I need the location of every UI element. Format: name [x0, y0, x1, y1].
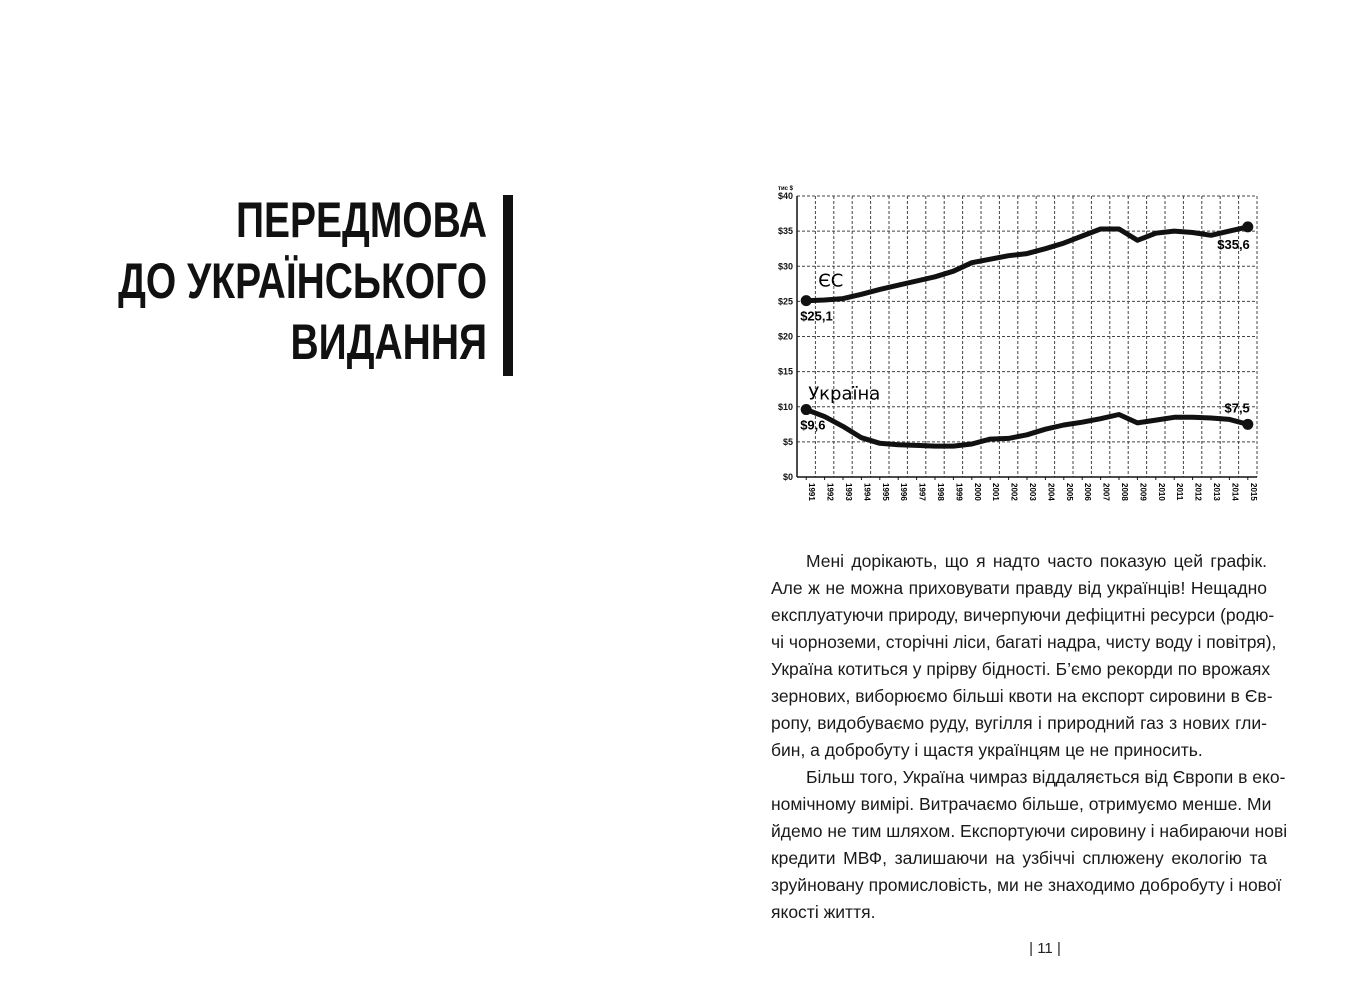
- y-tick-label: $40: [777, 191, 793, 201]
- x-tick-label: 2011: [1175, 483, 1185, 501]
- data-point: [1242, 419, 1253, 430]
- title-line: ПЕРЕДМОВА: [235, 192, 487, 248]
- text-line: йдемо не тим шляхом. Експортуючи сировину і набираючи нові: [771, 821, 1288, 841]
- x-tick-label: 2000: [972, 483, 982, 501]
- text-line: зернових, виборюємо більші квоти на експорт сировини в Єв-: [771, 686, 1273, 706]
- x-tick-label: 2009: [1138, 483, 1148, 501]
- x-tick-label: 1992: [825, 483, 835, 501]
- end-value-label: $35,6: [1217, 236, 1250, 252]
- series-line-eu: [806, 227, 1248, 301]
- section-title: [118, 190, 487, 373]
- x-tick-label: 2003: [1028, 483, 1037, 501]
- gdp-per-capita-chart: [770, 180, 1270, 525]
- x-tick-label: 2001: [991, 483, 1001, 501]
- legend-label-eu: ЄС: [818, 270, 844, 292]
- x-tick-label: 2005: [1064, 483, 1074, 501]
- y-unit-label: тис $: [778, 186, 793, 192]
- start-value-label: $25,1: [800, 308, 833, 324]
- x-tick-label: 2008: [1120, 483, 1129, 501]
- x-tick-label: 1994: [862, 483, 872, 501]
- x-tick-label: 2013: [1212, 483, 1221, 501]
- text-line: ропу, видобуваємо руду, вугілля і природний газ з нових гли-: [771, 713, 1267, 733]
- x-tick-label: 1999: [954, 483, 964, 501]
- text-line: бин, а добробуту і щастя українцям це не приносить.: [771, 740, 1203, 760]
- start-value-label: $9,6: [800, 417, 826, 433]
- x-tick-label: 2010: [1156, 483, 1166, 501]
- x-tick-label: 1993: [844, 483, 853, 501]
- text-line: номічному вимірі. Витрачаємо більше, отримуємо менше. Ми: [771, 794, 1272, 814]
- body-text: [771, 548, 1288, 926]
- text-line: Україна котиться у прірву бідності. Б’ємо рекорди по врожаях: [771, 659, 1271, 679]
- x-tick-label: 2014: [1230, 483, 1240, 501]
- data-point: [1242, 221, 1253, 232]
- x-tick-label: 2015: [1248, 483, 1258, 501]
- text-line: Мені дорікають, що я надто часто показую цей графік.: [806, 551, 1267, 571]
- x-tick-label: 1997: [917, 483, 927, 501]
- x-tick-label: 1998: [936, 483, 945, 501]
- y-tick-label: $5: [782, 436, 793, 447]
- x-tick-label: 1995: [880, 483, 890, 501]
- series-line-ukraine: [806, 410, 1248, 447]
- text-line: якості життя.: [771, 902, 876, 922]
- legend-label-ukraine: Україна: [808, 383, 881, 405]
- x-tick-label: 2007: [1101, 483, 1111, 501]
- x-tick-label: 2006: [1083, 483, 1093, 501]
- y-tick-label: $0: [782, 472, 793, 482]
- end-value-label: $7,5: [1224, 400, 1250, 416]
- y-tick-label: $30: [777, 261, 793, 272]
- text-line: кредити МВФ, залишаючи на узбіччі сплюжену екологію та: [771, 848, 1267, 868]
- data-point: [801, 295, 812, 306]
- page-number: | 11 |: [1029, 940, 1061, 957]
- y-tick-label: $20: [777, 331, 793, 342]
- y-tick-label: $15: [777, 366, 793, 377]
- text-line: Більш того, Україна чимраз віддаляється від Європи в еко-: [806, 767, 1286, 787]
- text-line: Але ж не можна приховувати правду від українців! Нещадно: [771, 578, 1267, 598]
- x-tick-label: 2012: [1193, 483, 1203, 501]
- title-line: ВИДАННЯ: [290, 314, 487, 370]
- y-tick-label: $35: [777, 226, 793, 237]
- x-tick-label: 1996: [899, 483, 909, 501]
- text-line: чі чорноземи, сторічні ліси, багаті надра, чисту воду і повітря),: [771, 632, 1277, 652]
- text-line: зруйновану промисловість, ми не знаходимо добробуту і нової: [771, 875, 1282, 895]
- x-tick-label: 2004: [1046, 483, 1056, 501]
- x-tick-label: 2002: [1009, 483, 1019, 501]
- y-tick-label: $25: [777, 296, 793, 307]
- title-divider-bar: [503, 195, 513, 376]
- text-line: експлуатуючи природу, вичерпуючи дефіцитні ресурси (родю-: [771, 605, 1275, 625]
- y-tick-label: $10: [777, 401, 793, 412]
- x-tick-label: 1991: [807, 483, 817, 501]
- title-line: ДО УКРАЇНСЬКОГО: [118, 253, 487, 309]
- data-point: [801, 404, 812, 415]
